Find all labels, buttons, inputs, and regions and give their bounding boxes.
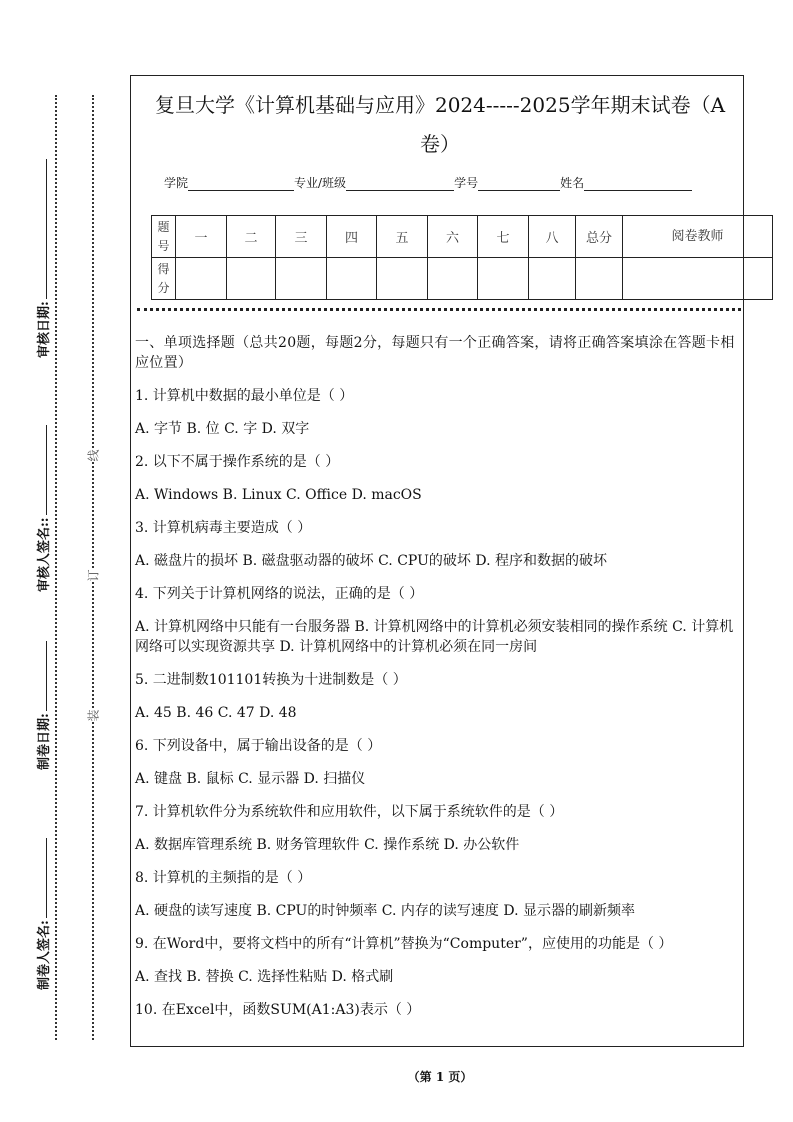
score-table xyxy=(151,215,773,300)
score-cell[interactable] xyxy=(377,258,428,300)
column-header: 四 xyxy=(327,216,377,258)
student-info-row xyxy=(164,174,692,191)
score-table-header-row xyxy=(152,216,773,258)
question-text: 6. 下列设备中，属于输出设备的是（ ） xyxy=(135,738,382,754)
score-cell[interactable] xyxy=(576,258,623,300)
question-options: A. Windows B. Linux C. Office D. macOS xyxy=(135,487,422,503)
question-options: A. 硬盘的读写速度 B. CPU的时钟频率 C. 内存的读写速度 D. 显示器的刷新频率 xyxy=(135,903,635,919)
question-text: 3. 计算机病毒主要造成（ ） xyxy=(135,520,312,536)
college-blank[interactable] xyxy=(188,178,294,191)
binding-mark-staple: 订 xyxy=(86,569,101,582)
question-options: A. 查找 B. 替换 C. 选择性粘贴 D. 格式刷 xyxy=(135,969,394,985)
review-date-field xyxy=(33,159,52,358)
score-row xyxy=(152,258,773,300)
column-header: 六 xyxy=(428,216,478,258)
question-options: A. 磁盘片的损坏 B. 磁盘驱动器的破坏 C. CPU的破坏 D. 程序和数据的破坏 xyxy=(135,553,607,569)
binding-mark-bind: 装 xyxy=(86,709,101,722)
preparer-signature-field xyxy=(33,838,52,990)
column-header: 三 xyxy=(276,216,327,258)
question-text: 5. 二进制数101101转换为十进制数是（ ） xyxy=(135,672,407,688)
question-text: 10. 在Excel中，函数SUM(A1:A3)表示（ ） xyxy=(135,1002,421,1018)
question-text: 7. 计算机软件分为系统软件和应用软件，以下属于系统软件的是（ ） xyxy=(135,804,564,820)
reviewer-signature-field xyxy=(33,425,52,592)
score-cell[interactable] xyxy=(327,258,377,300)
student-id-blank[interactable] xyxy=(478,178,560,191)
score-label: 得分 xyxy=(152,258,176,300)
column-header: 七 xyxy=(478,216,529,258)
college-label: 学院 xyxy=(164,176,189,190)
questions-section xyxy=(135,333,740,1033)
score-cell[interactable] xyxy=(478,258,529,300)
column-header: 五 xyxy=(377,216,428,258)
question-options: A. 字节 B. 位 C. 字 D. 双字 xyxy=(135,421,310,437)
dotted-separator xyxy=(137,308,741,311)
question-text: 8. 计算机的主频指的是（ ） xyxy=(135,870,312,886)
name-blank[interactable] xyxy=(584,178,692,191)
score-cell[interactable] xyxy=(227,258,276,300)
column-header: 二 xyxy=(227,216,276,258)
exam-title-continued: 卷） xyxy=(420,132,460,156)
reviewer-signature-label: 审核人签名:: xyxy=(37,517,52,592)
section-heading: 一、单项选择题（总共20题，每题2分，每题只有一个正确答案，请将正确答案填涂在答题卡相应位置） xyxy=(135,335,735,371)
column-header: 八 xyxy=(529,216,576,258)
column-header: 一 xyxy=(176,216,227,258)
score-cell[interactable] xyxy=(428,258,478,300)
dotted-margin-line xyxy=(55,95,57,1040)
question-options: A. 计算机网络中只能有一台服务器 B. 计算机网络中的计算机必须安装相同的操作系统 C. 计算机网络可以实现资源共享 D. 计算机网络中的计算机必须在同一房间 xyxy=(135,619,734,655)
score-cell[interactable] xyxy=(176,258,227,300)
question-options: A. 45 B. 46 C. 47 D. 48 xyxy=(135,705,297,721)
column-header: 总分 xyxy=(576,216,623,258)
preparer-signature-label: 制卷人签名: xyxy=(37,920,52,990)
student-id-label: 学号 xyxy=(454,176,479,190)
binding-mark-line: 线 xyxy=(86,449,101,462)
review-date-label: 审核日期: xyxy=(37,301,52,358)
page-number: （第 1 页） xyxy=(407,1070,473,1084)
column-header: 阅卷教师 xyxy=(623,216,773,258)
question-text: 2. 以下不属于操作系统的是（ ） xyxy=(135,454,340,470)
score-cell[interactable] xyxy=(623,258,773,300)
preparation-date-field xyxy=(33,641,52,770)
question-text: 4. 下列关于计算机网络的说法，正确的是（ ） xyxy=(135,586,424,602)
question-number-header: 题号 xyxy=(152,216,176,258)
name-label: 姓名 xyxy=(560,176,585,190)
score-cell[interactable] xyxy=(529,258,576,300)
major-class-blank[interactable] xyxy=(346,178,454,191)
score-cell[interactable] xyxy=(276,258,327,300)
question-text: 1. 计算机中数据的最小单位是（ ） xyxy=(135,388,354,404)
major-class-label: 专业/班级 xyxy=(294,176,347,190)
question-text: 9. 在Word中，要将文档中的所有“计算机”替换为“Computer”，应使用的功能是（ ） xyxy=(135,936,673,952)
preparation-date-label: 制卷日期: xyxy=(37,713,52,770)
exam-title: 复旦大学《计算机基础与应用》2024-----2025学年期末试卷（A xyxy=(154,93,726,117)
question-options: A. 数据库管理系统 B. 财务管理软件 C. 操作系统 D. 办公软件 xyxy=(135,837,520,853)
question-options: A. 键盘 B. 鼠标 C. 显示器 D. 扫描仪 xyxy=(135,771,366,787)
binding-dotted-line xyxy=(92,95,94,1040)
